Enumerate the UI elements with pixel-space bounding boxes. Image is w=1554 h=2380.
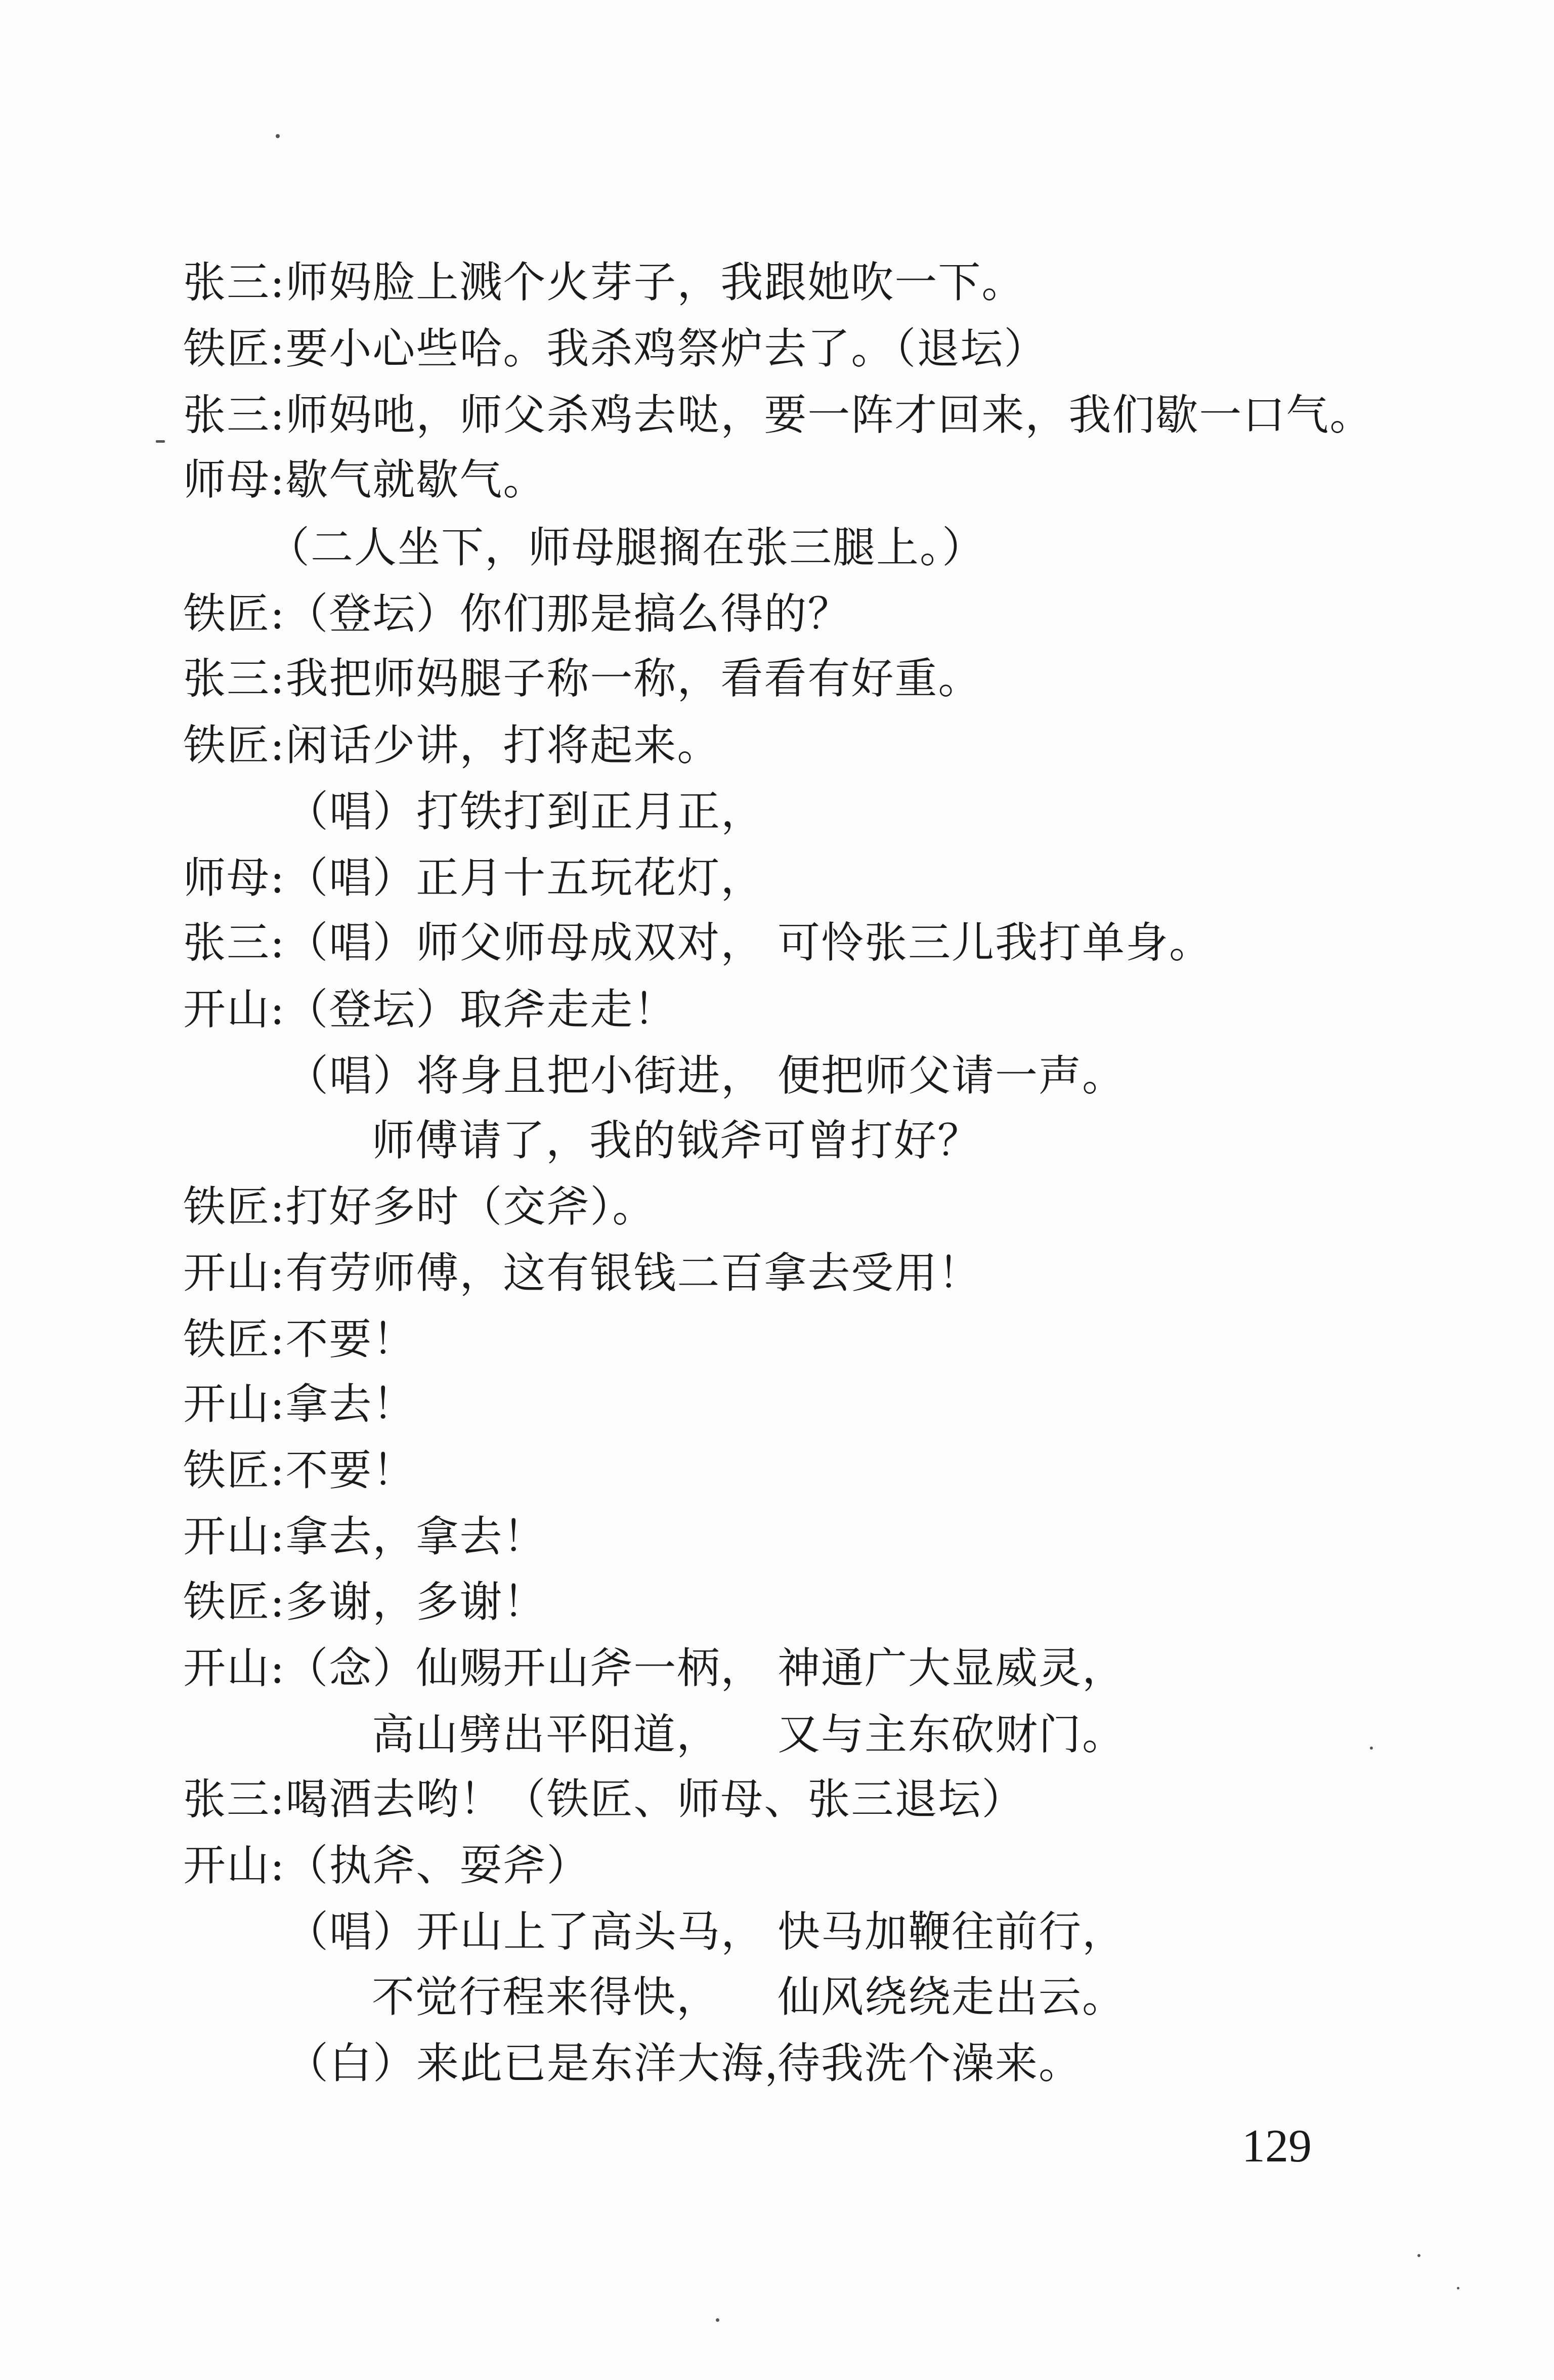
speaker-name: 张三 [183, 918, 271, 967]
line-text: 要小心些哈。我杀鸡祭炉去了。（退坛） [285, 324, 1048, 373]
colon: : [270, 985, 286, 1034]
line-text: （登坛）取斧走走！ [285, 985, 677, 1034]
line-text: （二人坐下，师母腿搁在张三腿上。） [267, 523, 986, 572]
verse-line [286, 784, 764, 839]
scan-speck [1417, 2254, 1420, 2257]
script-line [183, 1245, 981, 1301]
line-text: 拿去！ [285, 1379, 416, 1429]
speaker-name: 张三 [183, 654, 271, 703]
script-line [183, 1311, 416, 1367]
colon: : [270, 1314, 286, 1364]
scan-speck [1457, 2287, 1459, 2289]
colon: : [270, 390, 286, 440]
line-text: （唱）打铁打到正月正， [286, 787, 765, 836]
scan-speck [716, 2318, 719, 2322]
line-text-second-half: 待我洗个澡来。 [778, 2038, 1083, 2088]
line-text: 喝酒去哟！（铁匠、师母、张三退坛） [285, 1774, 1025, 1824]
speaker-name: 开山 [183, 1643, 271, 1693]
script-line [183, 1376, 416, 1432]
speaker-name: 开山 [183, 1379, 271, 1429]
script-line [183, 387, 1373, 443]
speaker-name: 铁匠 [183, 589, 271, 639]
colon: : [270, 1379, 286, 1429]
line-text-second-half: 可怜张三儿我打单身。 [778, 918, 1213, 967]
script-line [183, 915, 1245, 970]
line-text: （唱）将身且把小街进， [286, 1051, 765, 1100]
line-text: 拿去，拿去！ [285, 1512, 547, 1561]
colon: : [270, 1643, 286, 1693]
script-line [183, 1442, 416, 1498]
script-line [183, 1509, 546, 1564]
colon: : [270, 1841, 286, 1890]
colon: : [270, 918, 286, 967]
line-text: （白）来此已是东洋大海， [286, 2038, 808, 2088]
line-text: （念）仙赐开山斧一柄， [285, 1643, 764, 1693]
colon: : [270, 1577, 286, 1627]
line-text: 有劳师傅，这有银钱二百拿去受用！ [285, 1248, 982, 1298]
script-line [183, 1640, 1245, 1696]
page-number: 129 [1242, 2120, 1312, 2172]
speaker-name: 张三 [183, 1774, 271, 1824]
colon: : [270, 654, 286, 703]
scan-speck [156, 440, 165, 443]
speaker-name: 开山 [183, 985, 271, 1034]
colon: : [270, 1512, 286, 1561]
script-line [183, 1179, 656, 1235]
scan-speck [276, 134, 280, 138]
verse-line [286, 2035, 1196, 2091]
colon: : [270, 324, 286, 373]
speaker-name: 铁匠 [183, 324, 271, 373]
colon: : [270, 1182, 286, 1231]
colon: : [270, 589, 286, 639]
script-line [183, 717, 720, 773]
scan-speck [1370, 1747, 1373, 1750]
line-text: （登坛）你们那是搞么得的？ [285, 589, 851, 639]
speaker-name: 铁匠 [183, 1577, 271, 1627]
colon: : [270, 720, 286, 770]
line-text: （唱）开山上了高头马， [286, 1907, 765, 1957]
script-line [183, 1838, 590, 1893]
speaker-name: 开山 [183, 1512, 271, 1561]
script-line [183, 321, 1047, 376]
line-text: 歇气就歇气。 [285, 455, 547, 504]
line-text-second-half: 神通广大显威灵， [778, 1643, 1126, 1693]
line-text: 我把师妈腿子称一称，看看有好重。 [285, 654, 982, 703]
line-text: （唱）师父师母成双对， [285, 918, 764, 967]
line-text: 师妈吔，师父杀鸡去哒，要一阵才回来，我们歇一口气。 [285, 390, 1373, 440]
speaker-name: 铁匠 [183, 1314, 271, 1364]
colon: : [270, 258, 286, 307]
colon: : [270, 853, 286, 903]
script-line [183, 1574, 546, 1630]
line-text: 打好多时（交斧）。 [285, 1182, 656, 1231]
line-text: （执斧、耍斧） [285, 1841, 590, 1890]
line-text: 多谢，多谢！ [285, 1577, 547, 1627]
script-line [183, 586, 851, 642]
speaker-name: 开山 [183, 1248, 271, 1298]
speaker-name: 张三 [183, 258, 271, 307]
stage-direction [267, 520, 985, 575]
line-text-second-half: 仙风绕绕走出云。 [778, 1972, 1126, 2022]
speaker-name: 开山 [183, 1841, 271, 1890]
speaker-name: 铁匠 [183, 720, 271, 770]
script-line [183, 1771, 1025, 1827]
speaker-name: 师母 [183, 455, 271, 504]
verse-line [372, 1113, 981, 1168]
line-text: 高山劈出平阳道， [372, 1710, 720, 1759]
colon: : [270, 455, 286, 504]
colon: : [270, 1774, 286, 1824]
line-text: 师妈脸上溅个火芽子，我跟她吹一下。 [285, 258, 1025, 307]
speaker-name: 铁匠 [183, 1446, 271, 1495]
line-text: （唱）正月十五玩花灯， [285, 853, 764, 903]
verse-line [286, 1048, 1196, 1103]
line-text: 闲话少讲，打将起来。 [285, 720, 721, 770]
line-text: 不要！ [285, 1314, 416, 1364]
line-text-second-half: 便把师父请一声。 [778, 1051, 1126, 1100]
speaker-name: 张三 [183, 390, 271, 440]
verse-line [372, 1969, 1232, 2025]
verse-line [372, 1707, 1232, 1762]
line-text: 师傅请了，我的钺斧可曾打好？ [372, 1116, 981, 1165]
colon: : [270, 1446, 286, 1495]
line-text: 不要！ [285, 1446, 416, 1495]
script-line [183, 651, 981, 706]
script-line [183, 452, 546, 507]
script-line [183, 254, 1025, 310]
line-text-second-half: 快马加鞭往前行， [778, 1907, 1126, 1957]
verse-line [286, 1904, 1196, 1960]
script-line [183, 982, 677, 1037]
colon: : [270, 1248, 286, 1298]
line-text: 不觉行程来得快， [372, 1972, 720, 2022]
speaker-name: 铁匠 [183, 1182, 271, 1231]
script-line [183, 850, 764, 906]
line-text-second-half: 又与主东砍财门。 [778, 1710, 1126, 1759]
speaker-name: 师母 [183, 853, 271, 903]
